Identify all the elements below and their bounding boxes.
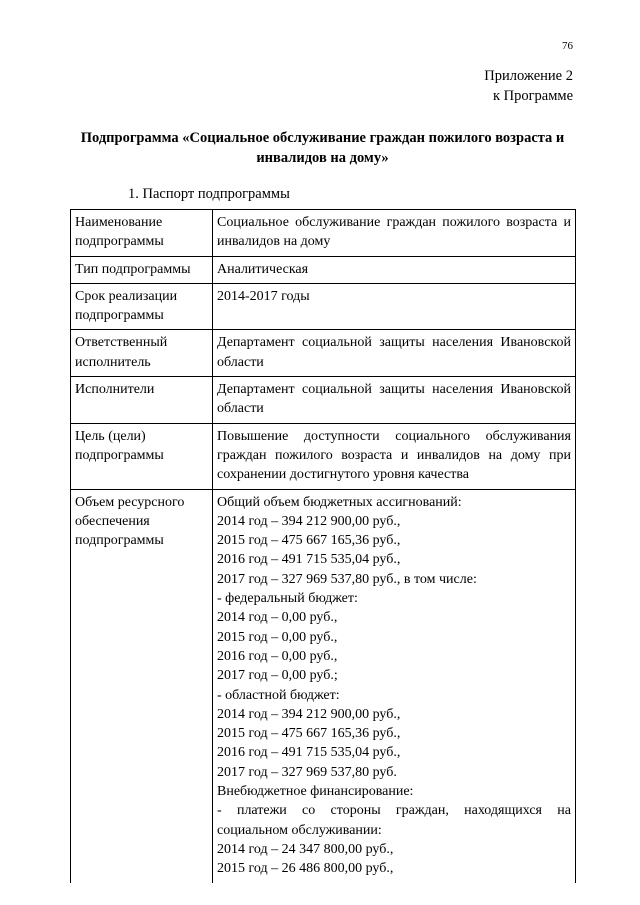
- funding-line: 2016 год – 491 715 535,04 руб.,: [217, 552, 401, 568]
- funding-line: - областной бюджет:: [217, 687, 340, 703]
- table-row: [71, 210, 576, 257]
- funding-line: Общий объем бюджетных ассигнований:: [217, 494, 462, 510]
- funding-line: 2014 год – 394 212 900,00 руб.,: [217, 706, 401, 722]
- row-value: Повышение доступности социального обслуживания граждан пожилого возраста и инвалидов на дому при сохранении достигнутого уровня качества: [213, 423, 576, 489]
- funding-label: Объем ресурсного обеспечения подпрограммы: [71, 489, 213, 882]
- funding-line: 2017 год – 327 969 537,80 руб., в том числе:: [217, 571, 477, 587]
- funding-line: 2015 год – 0,00 руб.,: [217, 629, 338, 645]
- page-number: 76: [562, 40, 573, 52]
- funding-line: 2014 год – 0,00 руб.,: [217, 610, 338, 626]
- table-row: [71, 283, 576, 330]
- row-label: Исполнители: [71, 377, 213, 424]
- table-row: [71, 256, 576, 283]
- table-row: [71, 330, 576, 377]
- funding-line: 2017 год – 327 969 537,80 руб.: [217, 764, 397, 780]
- funding-line: Внебюджетное финансирование:: [217, 784, 414, 800]
- table-row: [71, 423, 576, 489]
- table-row: [71, 377, 576, 424]
- funding-details: [213, 489, 576, 882]
- funding-line: 2017 год – 0,00 руб.;: [217, 668, 338, 684]
- funding-line: 2016 год – 491 715 535,04 руб.,: [217, 745, 401, 761]
- funding-line: 2015 год – 475 667 165,36 руб.,: [217, 726, 401, 742]
- row-label: Цель (цели) подпрограммы: [71, 423, 213, 489]
- funding-line: - федеральный бюджет:: [217, 591, 358, 607]
- appendix-reference: [484, 66, 573, 106]
- row-label: Срок реализации подпрограммы: [71, 283, 213, 330]
- row-label: Ответственный исполнитель: [71, 330, 213, 377]
- funding-line: 2015 год – 26 486 800,00 руб.,: [217, 861, 394, 877]
- funding-line: 2014 год – 394 212 900,00 руб.,: [217, 513, 401, 529]
- funding-row: [71, 489, 576, 882]
- funding-line: 2015 год – 475 667 165,36 руб.,: [217, 533, 401, 549]
- passport-table: [70, 209, 576, 883]
- row-value: Социальное обслуживание граждан пожилого возраста и инвалидов на дому: [213, 210, 576, 257]
- funding-line: - платежи со стороны граждан, находящихся на социальном обслуживании:: [217, 803, 571, 838]
- funding-line: 2014 год – 24 347 800,00 руб.,: [217, 841, 394, 857]
- row-label: Тип подпрограммы: [71, 256, 213, 283]
- section-heading: 1. Паспорт подпрограммы: [128, 186, 290, 202]
- row-value: Департамент социальной защиты населения Ивановской области: [213, 330, 576, 377]
- subprogram-title: Подпрограмма «Социальное обслуживание граждан пожилого возраста и инвалидов на дому»: [80, 130, 565, 166]
- row-value: 2014-2017 годы: [213, 283, 576, 330]
- row-value: Департамент социальной защиты населения Ивановской области: [213, 377, 576, 424]
- appendix-line-2: к Программе: [492, 88, 573, 104]
- appendix-line-1: Приложение 2: [484, 68, 573, 84]
- row-label: Наименование подпрограммы: [71, 210, 213, 257]
- row-value: Аналитическая: [213, 256, 576, 283]
- funding-line: 2016 год – 0,00 руб.,: [217, 648, 338, 664]
